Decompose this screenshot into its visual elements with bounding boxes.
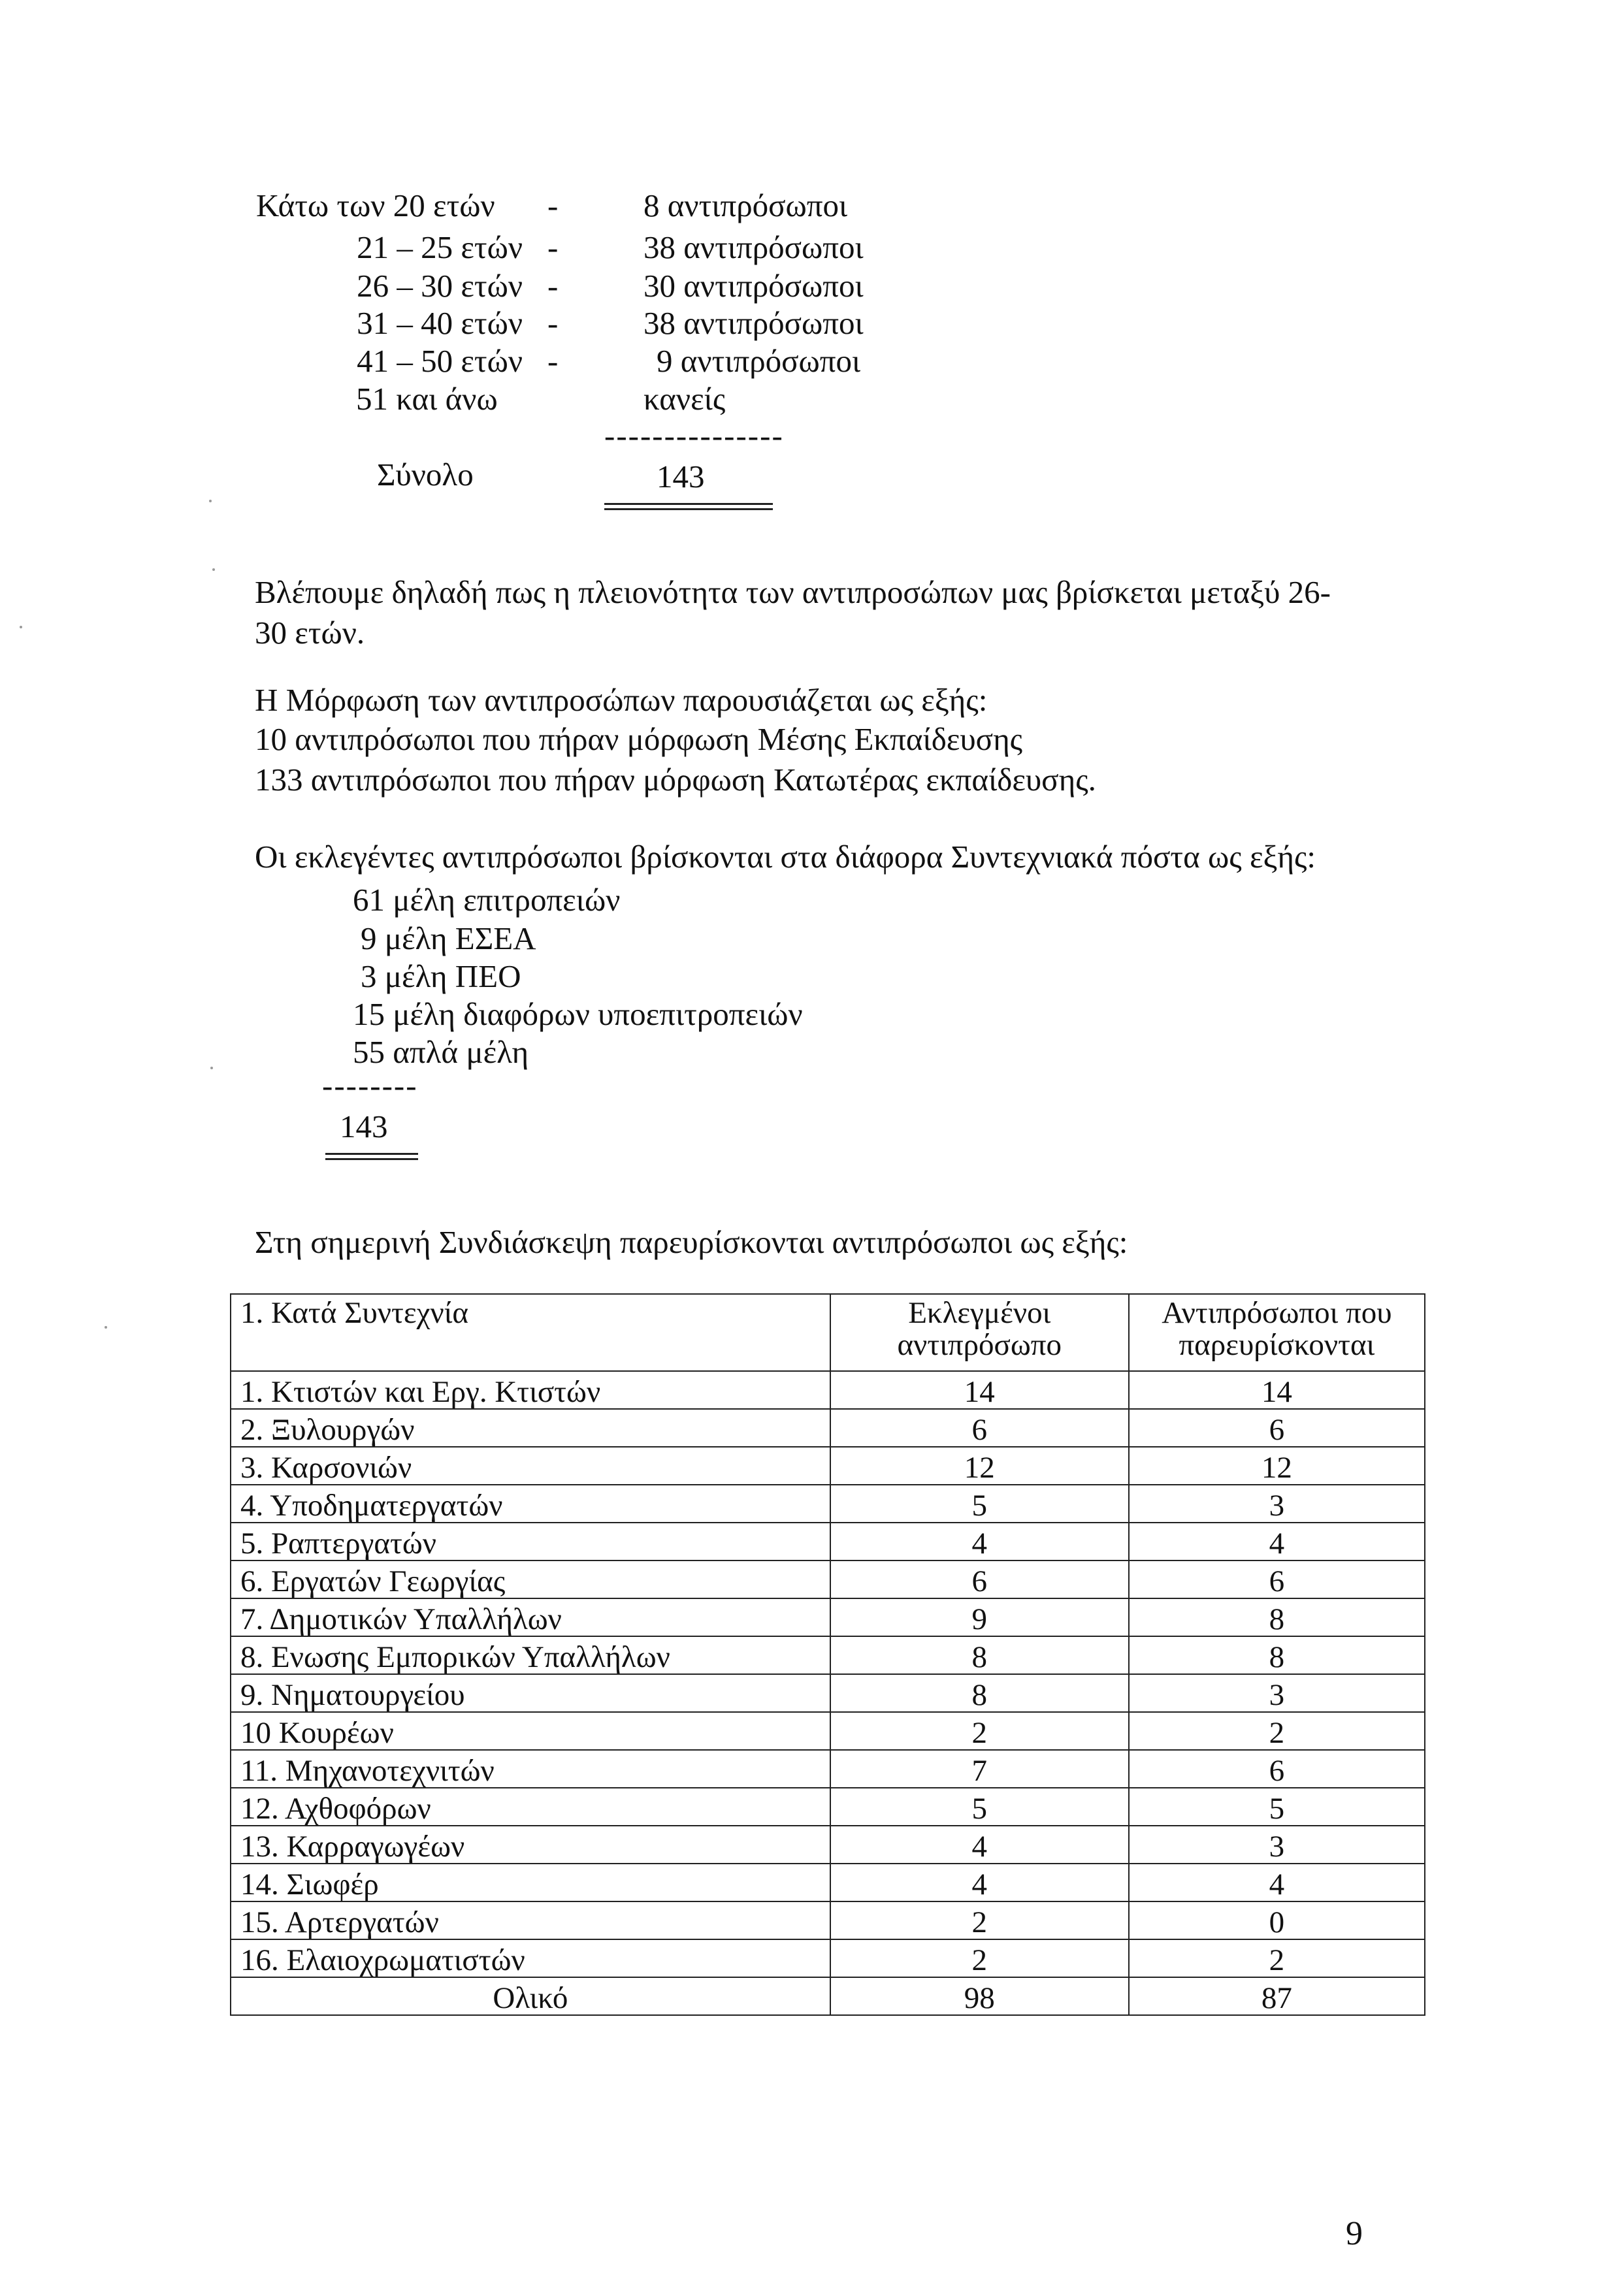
present-count: 0 [1129, 1901, 1425, 1939]
education-line: 133 αντιπρόσωποι που πήραν μόρφωση Κατωτέρας εκπαίδευσης. [255, 762, 1096, 798]
double-rule [604, 503, 773, 510]
age-total-value: 143 [657, 459, 705, 494]
header-elected-line: αντιπρόσωπο [897, 1328, 1062, 1363]
age-row-dash: - [547, 187, 559, 223]
header-present-line: παρευρίσκονται [1179, 1328, 1375, 1363]
table-total-row [231, 1977, 1425, 2015]
age-row-value: 8 αντιπρόσωποι [643, 187, 848, 223]
present-count: 4 [1129, 1523, 1425, 1560]
elected-count: 2 [830, 1901, 1129, 1939]
present-count: 14 [1129, 1371, 1425, 1409]
age-row-dash: - [547, 305, 559, 341]
table-row [231, 1447, 1425, 1485]
table-row [231, 1409, 1425, 1447]
present-count: 3 [1129, 1485, 1425, 1523]
age-row-label: 51 και άνω [356, 381, 498, 417]
union-name: 15. Αρτεργατών [231, 1901, 830, 1939]
union-name: 13. Καρραγωγέων [231, 1826, 830, 1864]
header-present [1129, 1294, 1425, 1371]
age-row-dash: - [547, 268, 559, 304]
union-name: 7. Δημοτικών Υπαλλήλων [231, 1598, 830, 1636]
elected-count: 5 [830, 1788, 1129, 1826]
positions-item: 15 μέλη διαφόρων υποεπιτροπειών [353, 996, 803, 1032]
representatives-table [230, 1293, 1425, 2016]
present-count: 8 [1129, 1636, 1425, 1674]
union-name: 6. Εργατών Γεωργίας [231, 1560, 830, 1598]
age-row-dash: - [547, 343, 559, 379]
table-row [231, 1371, 1425, 1409]
header-elected [830, 1294, 1129, 1371]
present-count: 5 [1129, 1788, 1425, 1826]
union-name: 9. Νηματουργείου [231, 1674, 830, 1712]
table-row [231, 1485, 1425, 1523]
present-count: 3 [1129, 1674, 1425, 1712]
positions-item: 3 μέλη ΠΕΟ [361, 958, 521, 994]
table-row [231, 1939, 1425, 1977]
table-row [231, 1674, 1425, 1712]
age-row-label: 41 – 50 ετών [357, 343, 523, 379]
total-label: Ολικό [231, 1977, 830, 2015]
table-row [231, 1636, 1425, 1674]
present-count: 12 [1129, 1447, 1425, 1485]
total-elected: 98 [830, 1977, 1129, 2015]
double-rule [325, 1153, 418, 1160]
table-row [231, 1598, 1425, 1636]
union-name: 3. Καρσονιών [231, 1447, 830, 1485]
elected-count: 4 [830, 1864, 1129, 1901]
age-row-label: Κάτω των 20 ετών [256, 187, 495, 223]
age-row-value: 9 αντιπρόσωποι [657, 343, 861, 379]
table-row [231, 1864, 1425, 1901]
elected-count: 6 [830, 1409, 1129, 1447]
union-name: 12. Αχθοφόρων [231, 1788, 830, 1826]
union-name: 1. Κτιστών και Εργ. Κτιστών [231, 1371, 830, 1409]
education-intro: Η Μόρφωση των αντιπροσώπων παρουσιάζεται ως εξής: [255, 682, 988, 718]
table-row [231, 1901, 1425, 1939]
present-count: 6 [1129, 1750, 1425, 1788]
elected-count: 8 [830, 1636, 1129, 1674]
table-row [231, 1788, 1425, 1826]
elected-count: 2 [830, 1939, 1129, 1977]
scan-speck [212, 568, 215, 571]
table-header-row [231, 1294, 1425, 1371]
age-row-label: 31 – 40 ετών [357, 305, 523, 341]
elected-count: 6 [830, 1560, 1129, 1598]
present-count: 4 [1129, 1864, 1425, 1901]
elected-count: 4 [830, 1523, 1129, 1560]
positions-total: 143 [340, 1108, 388, 1144]
elected-count: 5 [830, 1485, 1129, 1523]
age-row-value: κανείς [643, 381, 726, 417]
age-row-label: 21 – 25 ετών [357, 229, 523, 265]
union-name: 5. Ραπτεργατών [231, 1523, 830, 1560]
present-count: 2 [1129, 1939, 1425, 1977]
education-line: 10 αντιπρόσωποι που πήραν μόρφωση Μέσης Εκπαίδευσης [255, 721, 1023, 757]
table-row [231, 1750, 1425, 1788]
elected-count: 8 [830, 1674, 1129, 1712]
elected-count: 2 [830, 1712, 1129, 1750]
age-comment-line: Βλέπουμε δηλαδή πως η πλειονότητα των αντιπροσώπων μας βρίσκεται μεταξύ 26- [255, 574, 1331, 610]
table-row [231, 1712, 1425, 1750]
age-total-label: Σύνολο [377, 457, 474, 493]
positions-item: 55 απλά μέλη [353, 1034, 529, 1070]
union-name: 11. Μηχανοτεχνιτών [231, 1750, 830, 1788]
present-count: 3 [1129, 1826, 1425, 1864]
header-union: 1. Κατά Συντεχνία [231, 1294, 830, 1371]
scan-speck [209, 500, 212, 502]
page-number: 9 [1346, 2215, 1363, 2252]
elected-count: 12 [830, 1447, 1129, 1485]
header-present-line: Αντιπρόσωποι που [1162, 1296, 1392, 1330]
table-row [231, 1523, 1425, 1560]
table-row [231, 1560, 1425, 1598]
positions-item: 61 μέλη επιτροπειών [353, 882, 621, 918]
present-count: 8 [1129, 1598, 1425, 1636]
conference-intro: Στη σημερινή Συνδιάσκεψη παρευρίσκονται αντιπρόσωποι ως εξής: [255, 1224, 1128, 1260]
present-count: 2 [1129, 1712, 1425, 1750]
age-row-value: 38 αντιπρόσωποι [643, 229, 864, 265]
union-name: 10 Κουρέων [231, 1712, 830, 1750]
union-name: 8. Ενωσης Εμπορικών Υπαλλήλων [231, 1636, 830, 1674]
age-row-value: 30 αντιπρόσωποι [643, 268, 864, 304]
positions-intro: Οι εκλεγέντες αντιπρόσωποι βρίσκονται στα διάφορα Συντεχνιακά πόστα ως εξής: [255, 839, 1316, 875]
age-row-dash: - [547, 229, 559, 265]
age-row-label: 26 – 30 ετών [357, 268, 523, 304]
header-elected-line: Εκλεγμένοι [908, 1296, 1051, 1330]
union-name: 4. Υποδηματεργατών [231, 1485, 830, 1523]
positions-item: 9 μέλη ΕΣΕΑ [361, 920, 536, 956]
scan-speck [210, 1067, 213, 1069]
total-present: 87 [1129, 1977, 1425, 2015]
scan-speck [20, 626, 22, 628]
present-count: 6 [1129, 1560, 1425, 1598]
scan-speck [105, 1326, 107, 1329]
elected-count: 7 [830, 1750, 1129, 1788]
elected-count: 9 [830, 1598, 1129, 1636]
table-row [231, 1826, 1425, 1864]
elected-count: 14 [830, 1371, 1129, 1409]
union-name: 2. Ξυλουργών [231, 1409, 830, 1447]
present-count: 6 [1129, 1409, 1425, 1447]
age-comment-line: 30 ετών. [255, 615, 365, 651]
union-name: 14. Σιωφέρ [231, 1864, 830, 1901]
positions-separator: -------- [322, 1067, 418, 1103]
age-separator: --------------- [604, 417, 784, 453]
age-row-value: 38 αντιπρόσωποι [643, 305, 864, 341]
elected-count: 4 [830, 1826, 1129, 1864]
union-name: 16. Ελαιοχρωματιστών [231, 1939, 830, 1977]
